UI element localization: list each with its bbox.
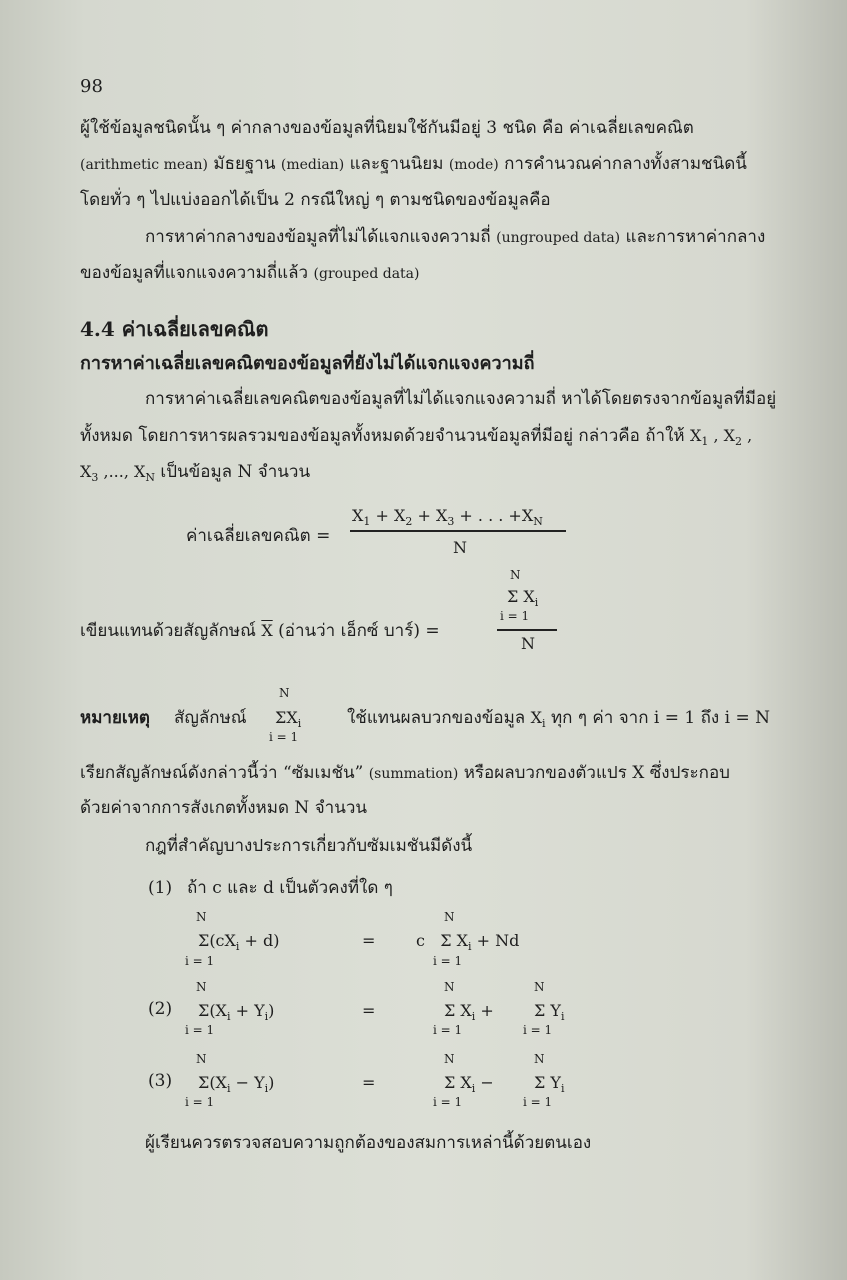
term-mode-th: และฐานนิยม [344, 154, 449, 174]
rule-2-rhs-lower-1: i = 1 [433, 1023, 463, 1037]
note-line-2-th: เรียกสัญลักษณ์ดังกล่าวนี้ว่า “ซัมเมชัน” [80, 763, 369, 783]
formula-2-lower: i = 1 [500, 609, 530, 623]
section-title: ค่าเฉลี่ยเลขคณิต [121, 317, 269, 341]
var-list-b: $X_3$ ,..., $X_N$ [80, 462, 156, 484]
intro-line-4 [145, 229, 765, 246]
rule-2-rhs-upper-1: N [444, 980, 455, 994]
rule-1-label: (1) [148, 878, 173, 898]
rule-2-rhs-1: Σ $X_i$ + [444, 1001, 494, 1023]
intro-line-2-tail: การคำนวณค่ากลางทั้งสามชนิดนี้ [498, 154, 747, 174]
rule-1-equals: = [362, 931, 376, 950]
note-text-1: ใช้แทนผลบวกของข้อมูล [347, 708, 526, 728]
term-median: (median) [280, 157, 345, 173]
formula-1-fraction-bar [350, 530, 566, 532]
section-number: 4.4 [80, 317, 115, 341]
formula-1-label: ค่าเฉลี่ยเลขคณิต = [186, 526, 331, 546]
note-sum: $\Sigma X_i$ [275, 708, 302, 730]
rule-1-rhs: c Σ $X_i + Nd$ [416, 931, 520, 953]
rule-3-rhs-upper-2: N [534, 1052, 545, 1066]
note-line-2-tail: หรือผลบวกของตัวแปร X ซึ่งประกอบ [458, 763, 730, 783]
term-median-th: มัธยฐาน [207, 154, 281, 174]
intro-line-5-th: ของข้อมูลที่แจกแจงความถี่แล้ว [80, 263, 314, 283]
term-arithmetic-mean: (arithmetic mean) [80, 157, 208, 173]
rule-3-rhs-2: Σ $Y_i$ [534, 1073, 565, 1095]
term-ungrouped: (ungrouped data) [496, 230, 621, 246]
rule-2-lhs: $\Sigma(X_i + Y_i)$ [198, 1001, 275, 1023]
intro-line-2 [80, 156, 747, 173]
rule-2-rhs-upper-2: N [534, 980, 545, 994]
body-line-2 [80, 426, 753, 448]
closing-line: ผู้เรียนควรตรวจสอบความถูกต้องของสมการเหล่านี้ด้วยตนเอง [145, 1133, 592, 1153]
var-list-a: $X_1$ , $X_2$ , [689, 426, 753, 448]
rules-intro: กฎที่สำคัญบางประการเกี่ยวกับซัมเมชันมีดังนี้ [145, 836, 473, 856]
intro-line-4-th: การหาค่ากลางของข้อมูลที่ไม่ได้แจกแจงความถี่ [145, 227, 497, 247]
intro-line-5 [80, 265, 419, 282]
note-lower: i = 1 [269, 730, 299, 744]
body-line-2-text: ทั้งหมด โดยการหารผลรวมของข้อมูลทั้งหมดด้วยจำนวนข้อมูลที่มีอยู่ กล่าวคือ ถ้าให้ [80, 426, 685, 446]
formula-2-label-text: เขียนแทนด้วยสัญลักษณ์ [80, 621, 256, 641]
note-text [347, 708, 770, 730]
rule-3-rhs-upper-1: N [444, 1052, 455, 1066]
rule-3-rhs-1: Σ $X_i$ − [444, 1073, 494, 1095]
body-line-1: การหาค่าเฉลี่ยเลขคณิตของข้อมูลที่ไม่ได้แจกแจงความถี่ หาได้โดยตรงจากข้อมูลที่มีอยู่ [145, 389, 777, 409]
rule-1-text: ถ้า c และ d เป็นตัวคงที่ใด ๆ [187, 878, 393, 898]
page-number: 98 [80, 76, 103, 97]
rule-3-label: (3) [148, 1071, 173, 1091]
intro-line-3: โดยทั่ว ๆ ไปแบ่งออกได้เป็น 2 กรณีใหญ่ ๆ ตามชนิดของข้อมูลคือ [80, 190, 551, 210]
formula-2-read-as: (อ่านว่า เอ็กซ์ บาร์) [278, 621, 420, 641]
note-line-2 [80, 765, 730, 782]
intro-line-1: ผู้ใช้ข้อมูลชนิดนั้น ๆ ค่ากลางของข้อมูลที่นิยมใช้กันมีอยู่ 3 ชนิด คือ ค่าเฉลี่ยเลขคณิต [80, 118, 694, 138]
note-label: หมายเหตุ [80, 708, 150, 728]
rule-1-lhs: $\Sigma(cX_i + d)$ [198, 931, 280, 953]
term-summation: (summation) [368, 766, 459, 782]
formula-2-fraction-bar [497, 629, 557, 631]
term-grouped: (grouped data) [313, 266, 420, 282]
term-mode: (mode) [448, 157, 499, 173]
rule-2-label: (2) [148, 999, 173, 1019]
rule-1-lhs-lower: i = 1 [185, 954, 215, 968]
note-symbol-word: สัญลักษณ์ [174, 708, 247, 728]
formula-2-equals: = [425, 621, 440, 641]
formula-2-sum: Σ $X_i$ [507, 587, 539, 609]
formula-2-denominator: N [521, 634, 535, 653]
section-subtitle: การหาค่าเฉลี่ยเลขคณิตของข้อมูลที่ยังไม่ได้แจกแจงความถี่ [80, 353, 535, 374]
formula-2-label [80, 623, 440, 640]
rule-3-lhs: $\Sigma(X_i - Y_i)$ [198, 1073, 275, 1095]
rule-3-lhs-upper: N [196, 1052, 207, 1066]
formula-1-denominator: N [453, 538, 467, 557]
body-line-3 [80, 462, 311, 484]
note-upper: N [279, 686, 290, 700]
rule-2-lhs-upper: N [196, 980, 207, 994]
rule-3-rhs-lower-2: i = 1 [523, 1095, 553, 1109]
note-line-3: ด้วยค่าจากการสังเกตทั้งหมด N จำนวน [80, 798, 367, 818]
note-xi: $X_i$ [530, 708, 546, 730]
rule-2-rhs-lower-2: i = 1 [523, 1023, 553, 1037]
rule-3-lhs-lower: i = 1 [185, 1095, 215, 1109]
intro-line-4-tail: และการหาค่ากลาง [620, 227, 766, 247]
rule-1-lhs-upper: N [196, 910, 207, 924]
rule-1-rhs-lower: i = 1 [433, 954, 463, 968]
formula-1-numerator: $X_1 + X_2 + X_3$ + . . . $+X_N$ [352, 506, 543, 528]
note-text-2: ทุก ๆ ค่า จาก i = 1 ถึง i = N [550, 708, 770, 728]
x-bar-symbol: $\overline{X}$ [261, 621, 273, 640]
rule-3-rhs-lower-1: i = 1 [433, 1095, 463, 1109]
rule-2-rhs-2: Σ $Y_i$ [534, 1001, 565, 1023]
rule-1-rhs-upper: N [444, 910, 455, 924]
rule-2-lhs-lower: i = 1 [185, 1023, 215, 1037]
rule-2-equals: = [362, 1001, 376, 1020]
rule-3-equals: = [362, 1073, 376, 1092]
section-heading [80, 313, 269, 345]
body-line-3-tail: เป็นข้อมูล N จำนวน [155, 462, 311, 482]
formula-2-upper: N [510, 568, 521, 582]
